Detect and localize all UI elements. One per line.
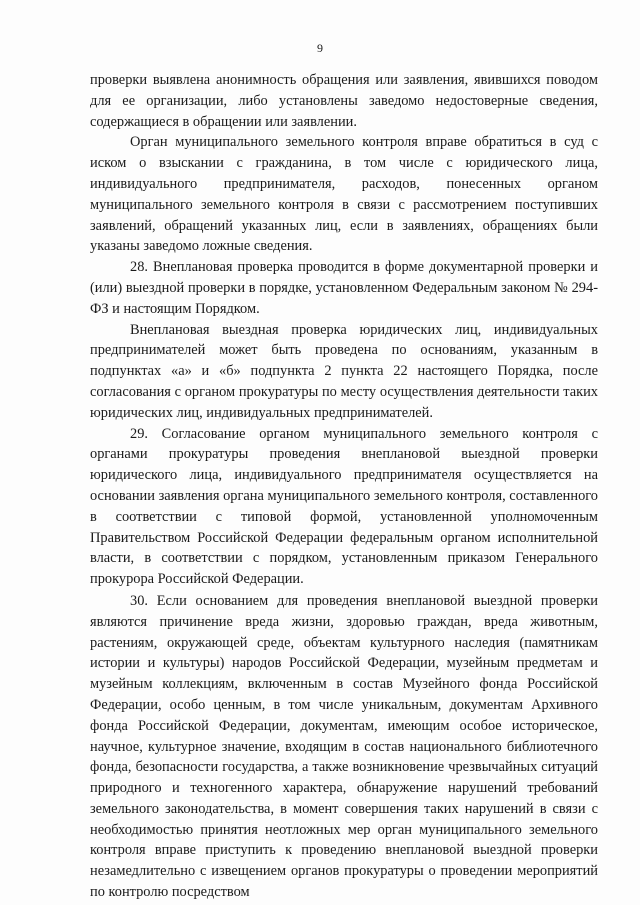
- paragraph-continuation: проверки выявлена анонимность обращения или заявления, явившихся поводом для ее организации, либо установлены заведомо недостоверные сведения, содержащиеся в обращении или заявлении.: [90, 72, 598, 130]
- paragraph-unscheduled-inspection: Внеплановая выездная проверка юридических лиц, индивидуальных предпринимателей может быть проведена по основаниям, указанным в подпунктах «а» и «б» подпункта 2 пункта 22 настоящего Порядка, после согласования с органом прокуратуры по месту осуществления деятельности таких юридических лиц, индивидуальных предпринимателей.: [90, 321, 598, 421]
- page-number: 9: [317, 41, 323, 55]
- paragraph-30: 30. Если основанием для проведения внеплановой выездной проверки являются причинение вреда жизни, здоровью граждан, вреда животным, растениям, окружающей среде, объектам культурного наследия (памятникам истории и культуры) народов Российской Федерации, музейным предметам и музейным коллекциям, включенным в состав Музейного фонда Российской Федерации, особо ценным, в том числе уникальным, документам Архивного фонда Российской Федерации, документам, имеющим особое историческое, научное, культурное значение, входящим в состав национального библиотечного фонда, безопасности государства, а также возникновение чрезвычайных ситуаций природного и техногенного характера, обнаружение нарушений требований земельного законодательства, в момент совершения таких нарушений в связи с необходимостью принятия неотложных мер орган муниципального земельного контроля вправе приступить к проведению внеплановой выездной проверки незамедлительно с извещением органов прокуратуры о проведении мероприятий по контролю посредством: [90, 592, 598, 901]
- paragraph-court-claim: Орган муниципального земельного контроля вправе обратиться в суд с иском о взыскании с гражданина, в том числе с юридического лица, индивидуального предпринимателя, расходов, понесенных органом муниципального земельного контроля в связи с рассмотрением поступивших заявлений, обращений указанных лиц, если в заявлениях, обращениях были указаны заведомо ложные сведения.: [90, 134, 598, 255]
- paragraph-28: 28. Внеплановая проверка проводится в форме документарной проверки и (или) выездной проверки в порядке, установленном Федеральным законом № 294-ФЗ и настоящим Порядком.: [90, 259, 598, 317]
- document-body: [90, 70, 598, 903]
- paragraph-29: 29. Согласование органом муниципального земельного контроля с органами прокуратуры проведения внеплановой выездной проверки юридического лица, индивидуального предпринимателя осуществляется на основании заявления органа муниципального земельного контроля, составленного в соответствии с типовой формой, установленной уполномоченным Правительством Российской Федерации федеральным органом исполнительной власти, в соответствии с порядком, установленным приказом Генерального прокурора Российской Федерации.: [90, 425, 598, 588]
